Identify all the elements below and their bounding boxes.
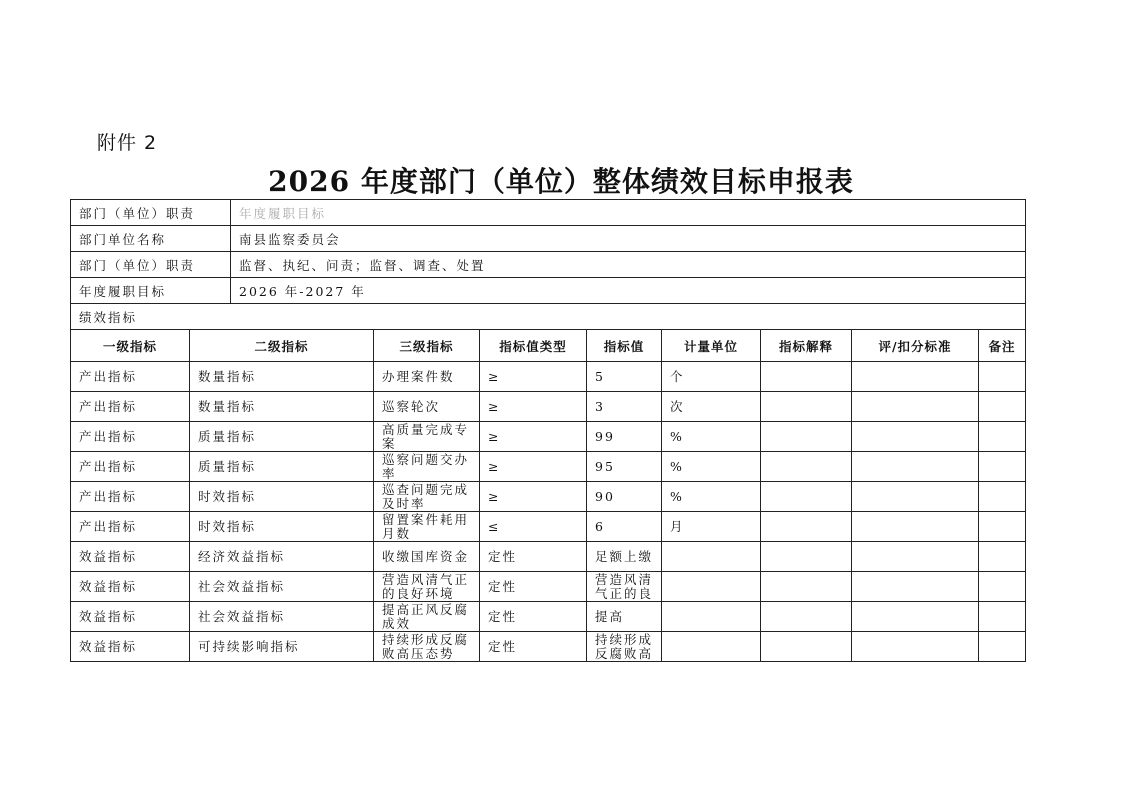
info-row-duty xyxy=(71,252,1026,278)
level2-cell[interactable] xyxy=(190,362,374,392)
level3-cell[interactable] xyxy=(374,542,480,572)
level2-cell[interactable] xyxy=(190,512,374,542)
indicator-row xyxy=(71,452,1026,482)
column-header: 评/扣分标准 xyxy=(852,330,979,362)
cell-text: 产出指标 xyxy=(79,399,138,414)
info-row-annual-target xyxy=(71,278,1026,304)
cell-text: 数量指标 xyxy=(198,399,257,414)
cell-text: 次 xyxy=(670,399,685,414)
cell-text: 质量指标 xyxy=(198,429,257,444)
cell-text: 高质量完成专案 xyxy=(382,422,470,451)
column-header: 指标值 xyxy=(587,330,662,362)
value-type-cell[interactable] xyxy=(480,542,587,572)
level3-cell[interactable] xyxy=(374,362,480,392)
cell-text: 定性 xyxy=(488,609,518,624)
target-value-cell[interactable] xyxy=(587,512,662,542)
scoring-cell[interactable] xyxy=(852,482,979,512)
info-row-section xyxy=(71,304,1026,330)
unit-cell[interactable] xyxy=(662,512,761,542)
column-header: 二级指标 xyxy=(190,330,374,362)
indicator-row xyxy=(71,482,1026,512)
info-label: 部门（单位）职责 xyxy=(71,252,231,278)
indicator-header-row xyxy=(71,330,1026,362)
cell-text: 定性 xyxy=(488,639,518,654)
target-value-cell[interactable] xyxy=(587,422,662,452)
remark-cell[interactable] xyxy=(979,392,1026,422)
cell-text: 产出指标 xyxy=(79,489,138,504)
cell-text: 收缴国库资金 xyxy=(382,549,470,564)
value-type-cell[interactable] xyxy=(480,572,587,602)
level2-cell[interactable] xyxy=(190,452,374,482)
cell-text: 巡察问题交办率 xyxy=(382,452,470,481)
level1-cell[interactable] xyxy=(71,452,190,482)
target-value-cell[interactable] xyxy=(587,572,662,602)
indicator-row xyxy=(71,572,1026,602)
column-header: 指标值类型 xyxy=(480,330,587,362)
level2-cell[interactable] xyxy=(190,422,374,452)
remark-cell[interactable] xyxy=(979,512,1026,542)
scoring-cell[interactable] xyxy=(852,632,979,662)
cell-text: 提高正风反腐成效 xyxy=(382,602,470,631)
cell-text: 效益指标 xyxy=(79,579,138,594)
level1-cell[interactable] xyxy=(71,512,190,542)
column-header: 一级指标 xyxy=(71,330,190,362)
indicator-body xyxy=(71,362,1026,662)
unit-cell[interactable] xyxy=(662,482,761,512)
target-value-cell[interactable] xyxy=(587,632,662,662)
info-row-unit-name xyxy=(71,226,1026,252)
indicator-row xyxy=(71,632,1026,662)
cell-text: 足额上缴 xyxy=(595,549,654,564)
info-label: 部门（单位）职责 xyxy=(71,200,231,226)
level2-cell[interactable] xyxy=(190,392,374,422)
cell-text: 效益指标 xyxy=(79,639,138,654)
level3-cell[interactable] xyxy=(374,512,480,542)
cell-text: 留置案件耗用月数 xyxy=(382,512,470,541)
indicator-row xyxy=(71,542,1026,572)
indicator-row xyxy=(71,512,1026,542)
cell-text: 定性 xyxy=(488,579,518,594)
info-label: 部门单位名称 xyxy=(71,226,231,252)
remark-cell[interactable] xyxy=(979,422,1026,452)
section-label: 绩效指标 xyxy=(71,304,1026,330)
performance-target-form xyxy=(70,199,1025,662)
scoring-cell[interactable] xyxy=(852,512,979,542)
cell-text: 产出指标 xyxy=(79,429,138,444)
cell-text: ≥ xyxy=(488,399,501,414)
explanation-cell[interactable] xyxy=(761,572,852,602)
cell-text: 持续形成反腐败高压态势 xyxy=(382,632,470,661)
attachment-label: 附件 2 xyxy=(97,132,158,154)
column-header: 指标解释 xyxy=(761,330,852,362)
scoring-cell[interactable] xyxy=(852,362,979,392)
cell-text: % xyxy=(670,489,684,504)
cell-text: 经济效益指标 xyxy=(198,549,286,564)
cell-text: 效益指标 xyxy=(79,609,138,624)
info-label: 年度履职目标 xyxy=(71,278,231,304)
cell-text: 效益指标 xyxy=(79,549,138,564)
explanation-cell[interactable] xyxy=(761,452,852,482)
form-title: 2026 年度部门（单位）整体绩效目标申报表 xyxy=(268,165,854,198)
value-type-cell[interactable] xyxy=(480,482,587,512)
column-header: 备注 xyxy=(979,330,1026,362)
level1-cell[interactable] xyxy=(71,632,190,662)
level3-cell[interactable] xyxy=(374,452,480,482)
unit-cell[interactable] xyxy=(662,542,761,572)
cell-text: 提高 xyxy=(595,609,625,624)
cell-text: 巡察轮次 xyxy=(382,399,441,414)
level1-cell[interactable] xyxy=(71,572,190,602)
target-value-cell[interactable] xyxy=(587,392,662,422)
cell-text: ≥ xyxy=(488,369,501,384)
unit-cell[interactable] xyxy=(662,602,761,632)
scoring-cell[interactable] xyxy=(852,572,979,602)
value-type-cell[interactable] xyxy=(480,362,587,392)
cell-text: 95 xyxy=(595,459,615,474)
cell-text: 定性 xyxy=(488,549,518,564)
column-header: 三级指标 xyxy=(374,330,480,362)
level3-cell[interactable] xyxy=(374,422,480,452)
cell-text: ≤ xyxy=(488,519,501,534)
cell-text: 质量指标 xyxy=(198,459,257,474)
level2-cell[interactable] xyxy=(190,572,374,602)
cell-text: ≥ xyxy=(488,459,501,474)
cell-text: 90 xyxy=(595,489,615,504)
cell-text: 产出指标 xyxy=(79,369,138,384)
level2-cell[interactable] xyxy=(190,482,374,512)
unit-cell[interactable] xyxy=(662,632,761,662)
level3-cell[interactable] xyxy=(374,572,480,602)
cell-text: 营造风清气正的良好环境 xyxy=(382,572,470,601)
explanation-cell[interactable] xyxy=(761,392,852,422)
indicator-row xyxy=(71,362,1026,392)
target-value-cell[interactable] xyxy=(587,362,662,392)
indicator-row xyxy=(71,392,1026,422)
indicator-row xyxy=(71,422,1026,452)
target-value-cell[interactable] xyxy=(587,542,662,572)
cell-text: 社会效益指标 xyxy=(198,579,286,594)
cell-text: % xyxy=(670,429,684,444)
level2-cell[interactable] xyxy=(190,542,374,572)
level1-cell[interactable] xyxy=(71,542,190,572)
unit-cell[interactable] xyxy=(662,452,761,482)
explanation-cell[interactable] xyxy=(761,632,852,662)
info-row-duty-header xyxy=(71,200,1026,226)
level2-cell[interactable] xyxy=(190,602,374,632)
level3-cell[interactable] xyxy=(374,602,480,632)
level1-cell[interactable] xyxy=(71,602,190,632)
cell-text: 时效指标 xyxy=(198,519,257,534)
explanation-cell[interactable] xyxy=(761,422,852,452)
target-value-cell[interactable] xyxy=(587,482,662,512)
value-type-cell[interactable] xyxy=(480,422,587,452)
level3-cell[interactable] xyxy=(374,632,480,662)
cell-text: 6 xyxy=(595,519,605,534)
info-value[interactable]: 南县监察委员会 xyxy=(231,226,1026,252)
unit-cell[interactable] xyxy=(662,362,761,392)
cell-text: 数量指标 xyxy=(198,369,257,384)
cell-text: 个 xyxy=(670,369,685,384)
target-value-cell[interactable] xyxy=(587,602,662,632)
cell-text: 持续形成反腐败高 xyxy=(595,632,654,661)
target-value-cell[interactable] xyxy=(587,452,662,482)
level1-cell[interactable] xyxy=(71,422,190,452)
value-type-cell[interactable] xyxy=(480,512,587,542)
cell-text: 时效指标 xyxy=(198,489,257,504)
cell-text: 办理案件数 xyxy=(382,369,455,384)
value-type-cell[interactable] xyxy=(480,602,587,632)
department-info-table xyxy=(70,199,1026,330)
remark-cell[interactable] xyxy=(979,572,1026,602)
cell-text: 3 xyxy=(595,399,605,414)
level2-cell[interactable] xyxy=(190,632,374,662)
cell-text: % xyxy=(670,459,684,474)
scoring-cell[interactable] xyxy=(852,602,979,632)
remark-cell[interactable] xyxy=(979,482,1026,512)
value-type-cell[interactable] xyxy=(480,632,587,662)
column-header: 计量单位 xyxy=(662,330,761,362)
explanation-cell[interactable] xyxy=(761,512,852,542)
value-type-cell[interactable] xyxy=(480,392,587,422)
level3-cell[interactable] xyxy=(374,482,480,512)
level1-cell[interactable] xyxy=(71,392,190,422)
cell-text: ≥ xyxy=(488,489,501,504)
remark-cell[interactable] xyxy=(979,602,1026,632)
unit-cell[interactable] xyxy=(662,422,761,452)
scoring-cell[interactable] xyxy=(852,542,979,572)
indicator-row xyxy=(71,602,1026,632)
level1-cell[interactable] xyxy=(71,362,190,392)
indicator-table xyxy=(70,329,1026,662)
remark-cell[interactable] xyxy=(979,452,1026,482)
unit-cell[interactable] xyxy=(662,392,761,422)
scoring-cell[interactable] xyxy=(852,452,979,482)
scoring-cell[interactable] xyxy=(852,422,979,452)
explanation-cell[interactable] xyxy=(761,542,852,572)
info-value[interactable]: 年度履职目标 xyxy=(231,200,1026,226)
cell-text: 可持续影响指标 xyxy=(198,639,300,654)
cell-text: 产出指标 xyxy=(79,459,138,474)
cell-text: 社会效益指标 xyxy=(198,609,286,624)
explanation-cell[interactable] xyxy=(761,602,852,632)
scoring-cell[interactable] xyxy=(852,392,979,422)
info-value[interactable]: 2026 年-2027 年 xyxy=(231,278,1026,304)
cell-text: 营造风清气正的良 xyxy=(595,572,654,601)
cell-text: 产出指标 xyxy=(79,519,138,534)
remark-cell[interactable] xyxy=(979,362,1026,392)
cell-text: 99 xyxy=(595,429,615,444)
cell-text: 月 xyxy=(670,519,685,534)
explanation-cell[interactable] xyxy=(761,482,852,512)
unit-cell[interactable] xyxy=(662,572,761,602)
level3-cell[interactable] xyxy=(374,392,480,422)
cell-text: 5 xyxy=(595,369,605,384)
remark-cell[interactable] xyxy=(979,542,1026,572)
remark-cell[interactable] xyxy=(979,632,1026,662)
value-type-cell[interactable] xyxy=(480,452,587,482)
level1-cell[interactable] xyxy=(71,482,190,512)
info-value[interactable]: 监督、执纪、问责；监督、调查、处置 xyxy=(231,252,1026,278)
cell-text: 巡查问题完成及时率 xyxy=(382,482,470,511)
explanation-cell[interactable] xyxy=(761,362,852,392)
cell-text: ≥ xyxy=(488,429,501,444)
